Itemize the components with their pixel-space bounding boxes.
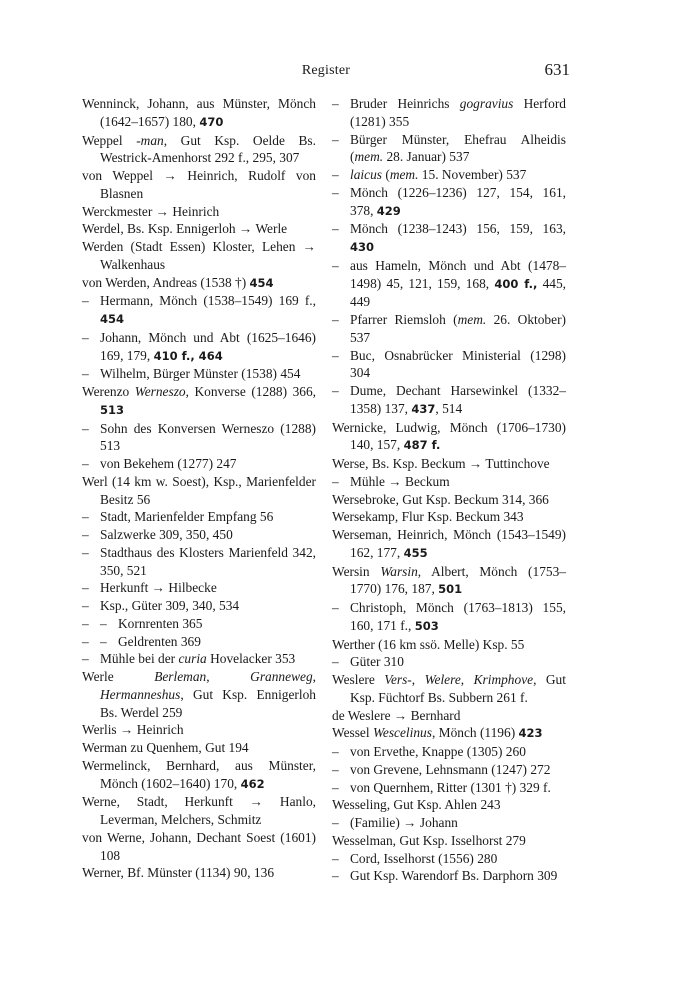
index-entry: Wesselman, Gut Ksp. Isselhorst 279 [332, 832, 526, 848]
index-entry: Werseman, Heinrich, Mönch (1543–1549) 162, 177, 455 [332, 527, 566, 560]
index-subentry: – laicus (mem. 15. November) 537 [332, 167, 527, 182]
index-subentry: – Mönch (1226–1236) 127, 154, 161, 378, 429 [332, 184, 566, 218]
index-entry: Werle Berleman, Granneweg, Hermanneshus, Gut Ksp. Ennigerloh Bs. Werdel 259 [82, 669, 316, 720]
index-entry: de Weslere → Bernhard [332, 707, 461, 723]
index-subentry: – Ksp., Güter 309, 340, 534 [82, 598, 240, 613]
index-subentry: – Mühle → Beckum [332, 473, 450, 489]
running-title: Register [301, 63, 351, 78]
index-entry: Wersin Warsin, Albert, Mönch (1753–1770) 176, 187, 501 [332, 563, 566, 597]
index-subentry: – Cord, Isselhorst (1556) 280 [332, 850, 498, 866]
index-entry: Werden (Stadt Essen) Kloster, Lehen → Walkenhaus [82, 239, 316, 272]
index-entry: Werl (14 km w. Soest), Ksp., Marienfelder Besitz 56 [82, 473, 316, 507]
index-subentry: – Bürger Münster, Ehefrau Alheidis (mem. 28. Januar) 537 [332, 131, 566, 165]
index-subentry: – Salzwerke 309, 350, 450 [82, 527, 233, 542]
index-subentry: – (Familie) → Johann [332, 815, 458, 830]
page-header [82, 60, 570, 82]
index-entry: Werckmester → Heinrich [82, 203, 220, 219]
index-entry: Werdel, Bs. Ksp. Ennigerloh → Werle [82, 221, 288, 237]
index-entry: Wernicke, Ludwig, Mönch (1706–1730) 140, 157, 487 f. [332, 419, 566, 453]
index-entry: Wessel Wescelinus, Mönch (1196) 423 [332, 725, 543, 741]
index-entry: Werlis → Heinrich [82, 722, 184, 738]
index-column-right [332, 95, 566, 885]
index-entry: von Werne, Johann, Dechant Soest (1601) 108 [82, 829, 316, 863]
index-subentry: – Herkunft → Hilbecke [82, 580, 217, 596]
index-entry: Wersekamp, Flur Ksp. Beckum 343 [332, 509, 524, 525]
index-subentry: – von Grevene, Lehnsmann (1247) 272 [332, 761, 551, 777]
index-subentry: – Wilhelm, Bürger Münster (1538) 454 [82, 366, 301, 382]
index-entry: Werther (16 km ssö. Melle) Ksp. 55 [332, 636, 525, 652]
index-subentry: – Hermann, Mönch (1538–1549) 169 f., 454 [82, 293, 316, 326]
index-subentry: – Buc, Osnabrücker Ministerial (1298) 304 [332, 347, 566, 381]
index-subentry: – von Bekehem (1277) 247 [82, 456, 237, 471]
index-entry: Werner, Bf. Münster (1134) 90, 136 [82, 865, 275, 881]
index-subentry: – Christoph, Mönch (1763–1813) 155, 160, 171 f., 503 [332, 600, 566, 633]
index-subentry: – Bruder Heinrichs gogravius Herford (1281) 355 [332, 96, 566, 129]
index-entry: Wermelinck, Bernhard, aus Münster, Mönch (1602–1640) 170, 462 [82, 757, 316, 791]
index-subentry: – Stadt, Marienfelder Empfang 56 [82, 509, 274, 525]
index-subentry: – Güter 310 [332, 654, 404, 670]
index-entry: Werne, Stadt, Herkunft → Hanlo, Leverman, Melchers, Schmitz [82, 794, 316, 827]
index-subentry: – Sohn des Konversen Werneszo (1288) 513 [82, 420, 316, 454]
index-entry: Wesseling, Gut Ksp. Ahlen 243 [332, 797, 501, 813]
index-entry: von Werden, Andreas (1538 †) 454 [82, 274, 274, 290]
index-subentry: – Dume, Dechant Harsewinkel (1332–1358) 137, 437, 514 [332, 383, 566, 416]
index-subentry: – aus Hameln, Mönch und Abt (1478–1498) 45, 121, 159, 168, 400 f., 445, 449 [332, 257, 567, 310]
index-subentry: – Mönch (1238–1243) 156, 159, 163, 430 [332, 221, 566, 254]
index-column-left [82, 95, 316, 882]
index-entry: Werenzo Werneszo, Konverse (1288) 366, 513 [82, 384, 317, 417]
index-entry: Wersebroke, Gut Ksp. Beckum 314, 366 [332, 491, 549, 507]
index-entry: von Weppel → Heinrich, Rudolf von Blasnen [82, 168, 316, 201]
index-entry: Werman zu Quenhem, Gut 194 [82, 740, 249, 755]
index-subentry: – Mühle bei der curia Hovelacker 353 [82, 651, 296, 667]
index-subentry: – Johann, Mönch und Abt (1625–1646) 169, 179, 410 f., 464 [82, 329, 316, 363]
index-subentry: – von Ervethe, Knappe (1305) 260 [332, 744, 526, 759]
index-subentry: – Pfarrer Riemsloh (mem. 26. Oktober) 537 [332, 312, 566, 345]
page-number: 631 [544, 60, 570, 79]
index-subentry: – Stadthaus des Klosters Marienfeld 342, 350, 521 [82, 544, 316, 578]
index-entry: Wenninck, Johann, aus Münster, Mönch (1642–1657) 180, 470 [82, 96, 316, 129]
index-subsubentry: – – Geldrenten 369 [82, 633, 201, 649]
index-entry: Werse, Bs. Ksp. Beckum → Tuttinchove [332, 456, 550, 471]
index-subsubentry: – – Kornrenten 365 [82, 615, 203, 631]
index-subentry: – Gut Ksp. Warendorf Bs. Darphorn 309 [332, 868, 558, 884]
index-entry: Weppel -man, Gut Ksp. Oelde Bs. Westrick-Amenhorst 292 f., 295, 307 [82, 132, 316, 166]
index-subentry: – von Quernhem, Ritter (1301 †) 329 f. [332, 779, 551, 795]
index-entry: Weslere Vers-, Welere, Krimphove, Gut Ksp. Füchtorf Bs. Subbern 261 f. [332, 672, 566, 705]
